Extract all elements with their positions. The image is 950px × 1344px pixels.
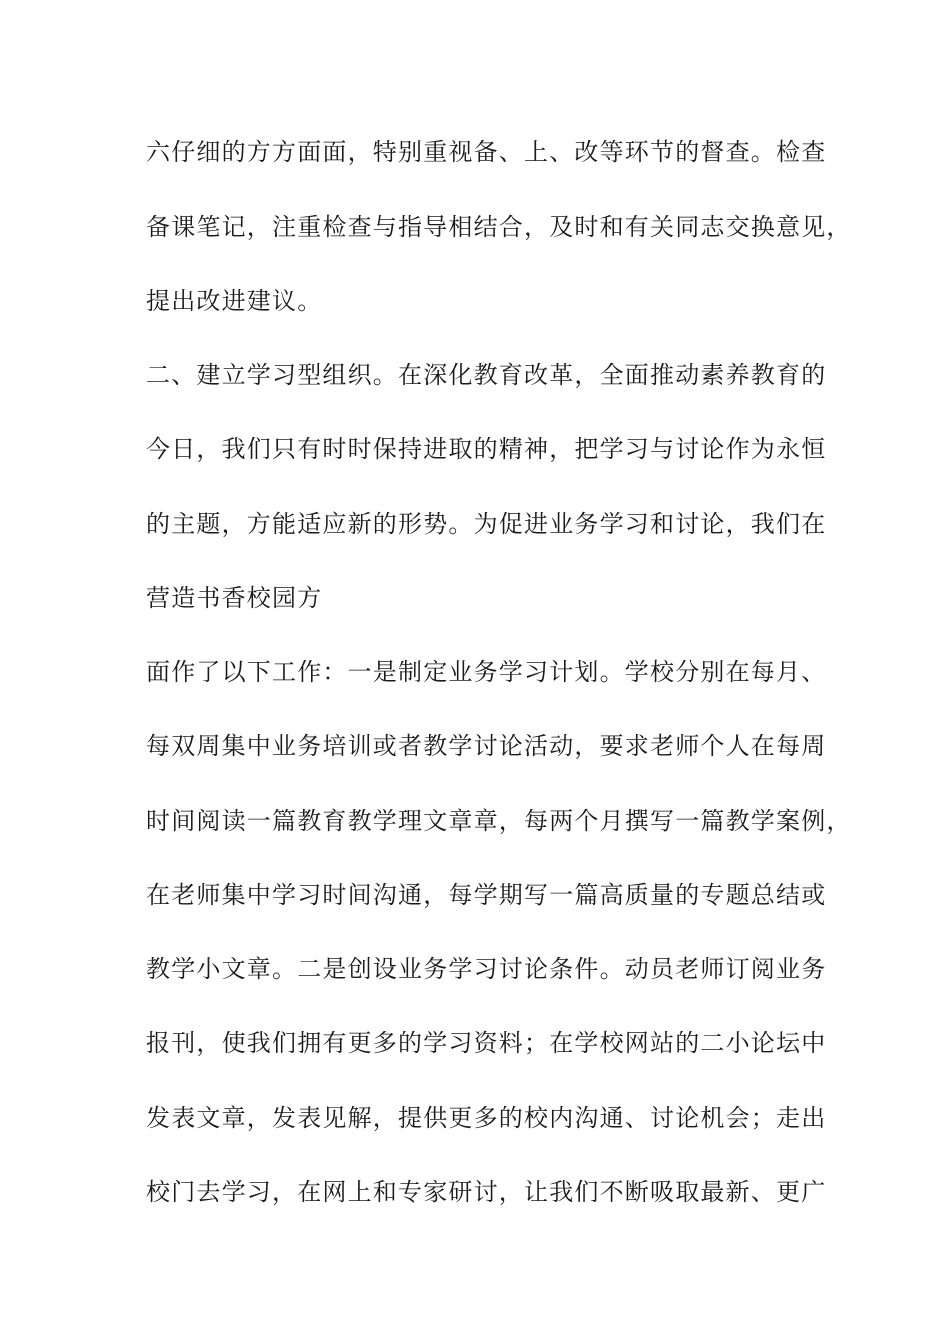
text-line: 备课笔记，注重检查与指导相结合，及时和有关同志交换意见， [146,213,852,241]
text-line: 六仔细的方方面面，特别重视备、上、改等环节的督查。检查 [146,138,827,166]
text-line: 今日，我们只有时时保持进取的精神，把学习与讨论作为永恒 [146,435,827,463]
text-line: 在老师集中学习时间沟通，每学期写一篇高质量的专题总结或 [146,881,827,909]
text-line: 时间阅读一篇教育教学理文章章，每两个月撰写一篇教学案例， [146,807,852,835]
text-line: 的主题，方能适应新的形势。为促进业务学习和讨论，我们在 [146,510,827,538]
text-line: 发表文章，发表见解，提供更多的校内沟通、讨论机会；走出 [146,1104,827,1132]
text-line: 提出改进建议。 [146,287,323,315]
text-line: 教学小文章。二是创设业务学习讨论条件。动员老师订阅业务 [146,955,827,983]
text-line: 面作了以下工作：一是制定业务学习计划。学校分别在每月、 [146,658,827,686]
text-line: 营造书香校园方 [146,584,323,612]
text-line: 校门去学习，在网上和专家研讨，让我们不断吸取最新、更广 [146,1178,827,1206]
text-line: 二、建立学习型组织。在深化教育改革，全面推动素养教育的 [146,361,827,389]
text-line: 报刊，使我们拥有更多的学习资料；在学校网站的二小论坛中 [146,1029,827,1057]
text-line: 每双周集中业务培训或者教学讨论活动，要求老师个人在每周 [146,732,827,760]
